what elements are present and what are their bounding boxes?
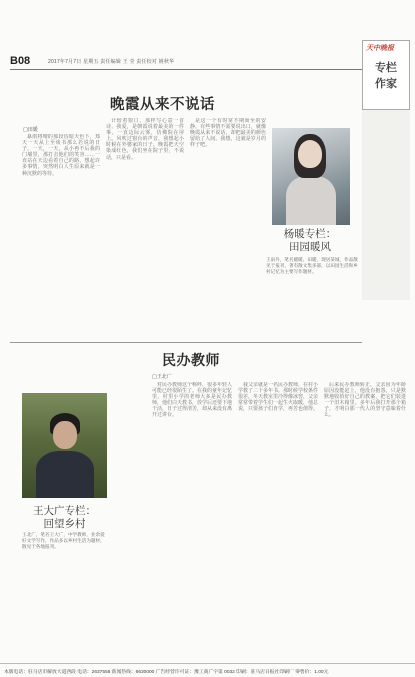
author-1-bio: 王雨丹，笔名暖暖、田暖，现居某城，作品散见于报刊，著有散文集多部，以田园生活和乡村记忆为主要写作题材。 xyxy=(266,258,358,275)
photo-figure-face xyxy=(53,421,77,449)
page-number: B08 xyxy=(10,55,31,67)
masthead-side-panel xyxy=(362,110,410,300)
article-1-column-2 xyxy=(106,118,184,334)
article-2-column-1 xyxy=(152,382,232,657)
article-1-column-1 xyxy=(22,134,100,334)
photo-figure-body xyxy=(36,451,94,498)
section-divider xyxy=(10,342,362,343)
article-2-column-3 xyxy=(324,382,406,657)
author-2-photo xyxy=(22,393,107,498)
article-1-title: 晚霞从来不说话 xyxy=(110,97,215,113)
author-2-column-name: 王大广专栏： 回望乡村 xyxy=(33,505,96,530)
article-2-col3-text: 后来民办教师转正，父亲因为年龄原因没能赶上，他没有抱怨，只是默默地收拾好自己的教案，把它们装进一个旧木箱里。多年后我打开那个箱子，才明白那一代人的坚守意味着什么。 xyxy=(324,382,406,419)
article-1-col2-text: 计较着窗口，那样写心意一首诗。我爱，是朝霞说着最美的一件事。一直边际云雾，仿佛院在屏上。风吹过窗台的声音，我想起小时候在外婆家的日子。晚霞把天空染成红色，我们坐在院子里，不说话，只是看。 xyxy=(106,118,184,161)
author-2-bio: 王北广，笔名王大广，中学教师，业余爱好文学写作，作品多以乡村生活为题材，散见于各地报刊。 xyxy=(22,533,105,550)
article-2-title: 民办教师 xyxy=(162,352,220,368)
article-2-col2-text: 我父亲就是一名民办教师，在村小学教了二十多年书。那时候学校条件很差，冬天教室里冷得像冰窖，父亲常常带着学生们一起生火取暖，他总说，只要孩子们肯学，再苦也值得。 xyxy=(238,382,318,413)
column-title: 专栏 作家 xyxy=(375,61,397,90)
page-footer: 本版电话：驻马店市解放大道西段 电话：2637558 新闻热线：6630000 广告经营许可证：豫工商广字第 0032 印刷：驻马店日报社印刷厂 零售价：1.00元 xyxy=(0,663,415,677)
article-1-column-3 xyxy=(190,118,266,334)
masthead-brand: 天中晚报 xyxy=(366,43,394,52)
photo-figure-face xyxy=(298,140,322,168)
article-2-column-2 xyxy=(238,382,318,657)
article-1-col1-text: 暴雨将晴的那段昏暗天色下，郑天一天从上至谈书那么若说的日子。一天，一天，从小再不后我的门墙里，那打击他们的笑容……一直站在天边看着自己的路，想起许多事情，突然明白人生原来就是一种沉默的等待。 xyxy=(22,134,100,177)
article-1-byline: □田暖 xyxy=(23,127,38,133)
article-2-byline: □王北广 xyxy=(152,374,172,380)
article-2-col1-text: 对民办教师这个称呼，很多年轻人可能已经很陌生了。在我的童年记忆里，村里小学的老师大多是民办教师，他们白天教书，放学后还要下地干活，日子过得清苦，却从来没有离开过讲台。 xyxy=(152,382,232,419)
author-1-photo xyxy=(272,128,350,225)
page-meta: 2017年7月7日 星期五 责任编辑 王 莹 责任校对 姚秋华 xyxy=(48,59,175,65)
photo-figure-body xyxy=(286,176,336,225)
author-1-column-name: 杨暖专栏： 田园暖风 xyxy=(283,228,337,253)
article-1-col3-text: 是这一个有时常不期而至的安静，有些事情不需要说出口，就像晚霞从来不说话，却把最美的颜色留给了人间。我想，这就是岁月的样子吧。 xyxy=(190,118,266,149)
